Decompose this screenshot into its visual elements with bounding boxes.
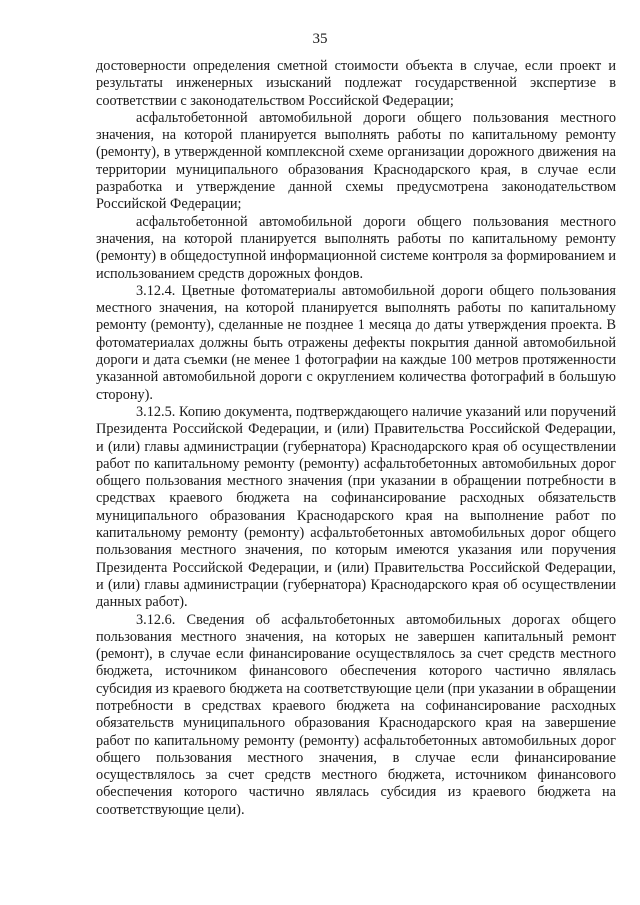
paragraph-3-12-5: 3.12.5. Копию документа, подтверждающего наличие указаний или поручений Президента Российской Федерации, и (или) Правительства Российской Федерации, и (или) главы администрации (губернатора) Краснодарского края об осуществлении работ по капитальному ремонту (ремонту) асфальтобетонных автомобильных дорог общего пользования местного значения (при указании в обращении потребности в средствах краевого бюджета на софинансирование расходных обязательств муниципального образования Краснодарского края на выполнение работ по капитальному ремонту (ремонту) асфальтобетонных автомобильных дорог общего пользования местного значения, по которым имеются указания или поручения Президента Российской Федерации, и (или) Правительства Российской Федерации, и (или) главы администрации (губернатора) Краснодарского края об осуществлении данных работ). [96, 403, 616, 611]
paragraph-3-12-4: 3.12.4. Цветные фотоматериалы автомобильной дороги общего пользования местного значения, на которой планируется выполнять работы по капитальному ремонту (ремонту), сделанные не позднее 1 месяца до даты утверждения проекта. В фотоматериалах должны быть отражены дефекты покрытия данной автомобильной дороги и дата съемки (не менее 1 фотографии на каждые 100 метров протяженности указанной автомобильной дороги с округлением количества фотографий в большую сторону). [96, 282, 616, 403]
page-number: 35 [312, 31, 328, 47]
paragraph-continuation: достоверности определения сметной стоимости объекта в случае, если проект и результаты инженерных изысканий подлежат государственной экспертизе в соответствии с законодательством Российской Федерации; [96, 58, 616, 109]
document-body [96, 58, 616, 819]
paragraph-road-traffic-scheme: асфальтобетонной автомобильной дороги общего пользования местного значения, на которой планируется выполнять работы по капитальному ремонту (ремонту), в утвержденной комплексной схеме организации дорожного движения на территории муниципального образования Краснодарского края, в случае если разработка и утверждение данной схемы предусмотрена законодательством Российской Федерации; [96, 109, 616, 213]
paragraph-road-info-system: асфальтобетонной автомобильной дороги общего пользования местного значения, на которой планируется выполнять работы по капитальному ремонту (ремонту) в общедоступной информационной системе контроля за формированием и использованием средств дорожных фондов. [96, 213, 616, 282]
paragraph-3-12-6: 3.12.6. Сведения об асфальтобетонных автомобильных дорогах общего пользования местного значения, на которых не завершен капитальный ремонт (ремонт), в случае если финансирование осуществлялось за счет средств местного бюджета, источником финансового обеспечения которого частично являлась субсидия из краевого бюджета на соответствующие цели (при указании в обращении потребности в средствах краевого бюджета на софинансирование расходных обязательств муниципального образования Краснодарского края на завершение работ по капитальному ремонту (ремонту) асфальтобетонных автомобильных дорог общего пользования местного значения, в случае если финансирование осуществлялось за счет средств местного бюджета, источником финансового обеспечения которого частично являлась субсидия из краевого бюджета на соответствующие цели). [96, 611, 616, 818]
